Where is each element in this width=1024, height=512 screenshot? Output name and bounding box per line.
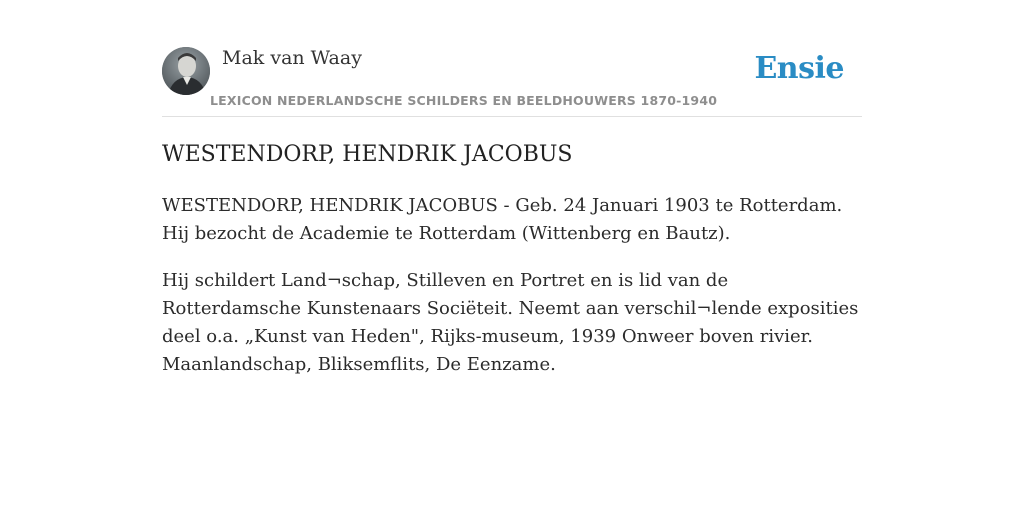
article-paragraph: Hij schildert Land¬schap, Stilleven en Portret en is lid van de Rotterdamsche Kunstenaars Sociëteit. Neemt aan verschil¬lende exposities deel o.a. „Kunst van Heden", Rijks-museum, 1939 Onweer boven rivier. Maanlandschap, Bliksemflits, De Eenzame. xyxy=(162,270,859,375)
page xyxy=(162,0,862,512)
article-body xyxy=(162,192,862,398)
portrait-image xyxy=(162,47,210,95)
header xyxy=(162,0,862,117)
article-paragraph: WESTENDORP, HENDRIK JACOBUS - Geb. 24 Januari 1903 te Rotterdam. Hij bezocht de Academie te Rotterdam (Wittenberg en Bautz). xyxy=(162,195,843,244)
author-name[interactable]: Mak van Waay xyxy=(222,47,362,69)
article-title: WESTENDORP, HENDRIK JACOBUS xyxy=(162,142,573,167)
ensie-logo[interactable]: Ensie xyxy=(754,51,844,86)
author-avatar[interactable] xyxy=(162,47,210,95)
lexicon-subtitle[interactable]: LEXICON NEDERLANDSCHE SCHILDERS EN BEELDHOUWERS 1870-1940 xyxy=(210,93,718,108)
